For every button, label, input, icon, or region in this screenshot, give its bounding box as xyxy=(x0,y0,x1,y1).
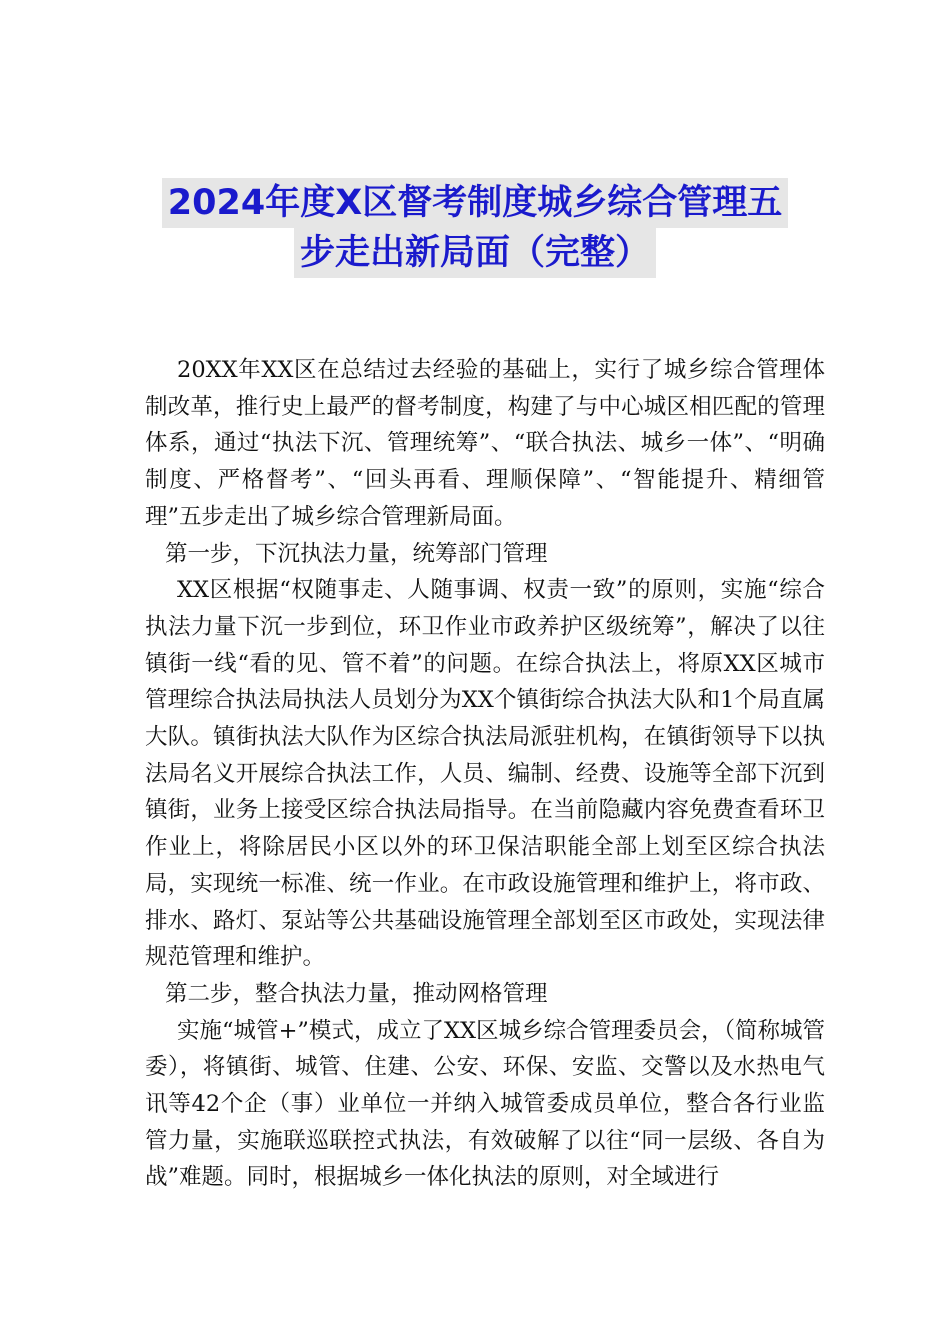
step-1-paragraph: XX区根据“权随事走、人随事调、权责一致”的原则，实施“综合执法力量下沉一步到位，环卫作业市政养护区级统筹”，解决了以往镇街一线“看的见、管不着”的问题。在综合执法上，将原XX区城市管理综合执法局执法人员划分为XX个镇街综合执法大队和1个局直属大队。镇街执法大队作为区综合执法局派驻机构，在镇街领导下以执法局名义开展综合执法工作，人员、编制、经费、设施等全部下沉到镇街，业务上接受区综合执法局指导。在当前隐藏内容免费查看环卫作业上，将除居民小区以外的环卫保洁职能全部上划至区综合执法局，实现统一标准、统一作业。在市政设施管理和维护上，将市政、排水、路灯、泵站等公共基础设施管理全部划至区市政处，实现法律规范管理和维护。 xyxy=(145,577,825,971)
title-line-2: 步走出新局面（完整） xyxy=(294,228,656,278)
section-heading-step-1: 第一步，下沉执法力量，统筹部门管理 xyxy=(165,540,548,567)
document-body xyxy=(145,352,825,1196)
section-heading-step-2: 第二步，整合执法力量，推动网格管理 xyxy=(165,980,548,1007)
document-title xyxy=(140,178,810,278)
step-2-paragraph: 实施“城管+”模式，成立了XX区城乡综合管理委员会，（简称城管委），将镇街、城管、住建、公安、环保、安监、交警以及水热电气讯等42个企（事）业单位一并纳入城管委成员单位，整合各行业监管力量，实施联巡联控式执法，有效破解了以往“同一层级、各自为战”难题。同时，根据城乡一体化执法的原则，对全域进行 xyxy=(145,1017,825,1191)
intro-paragraph: 20XX年XX区在总结过去经验的基础上，实行了城乡综合管理体制改革，推行史上最严的督考制度，构建了与中心城区相匹配的管理体系，通过“执法下沉、管理统筹”、“联合执法、城乡一体”、“明确制度、严格督考”、“回头再看、理顺保障”、“智能提升、精细管理”五步走出了城乡综合管理新局面。 xyxy=(145,357,825,530)
title-line-1: 2024年度X区督考制度城乡综合管理五 xyxy=(162,178,788,228)
